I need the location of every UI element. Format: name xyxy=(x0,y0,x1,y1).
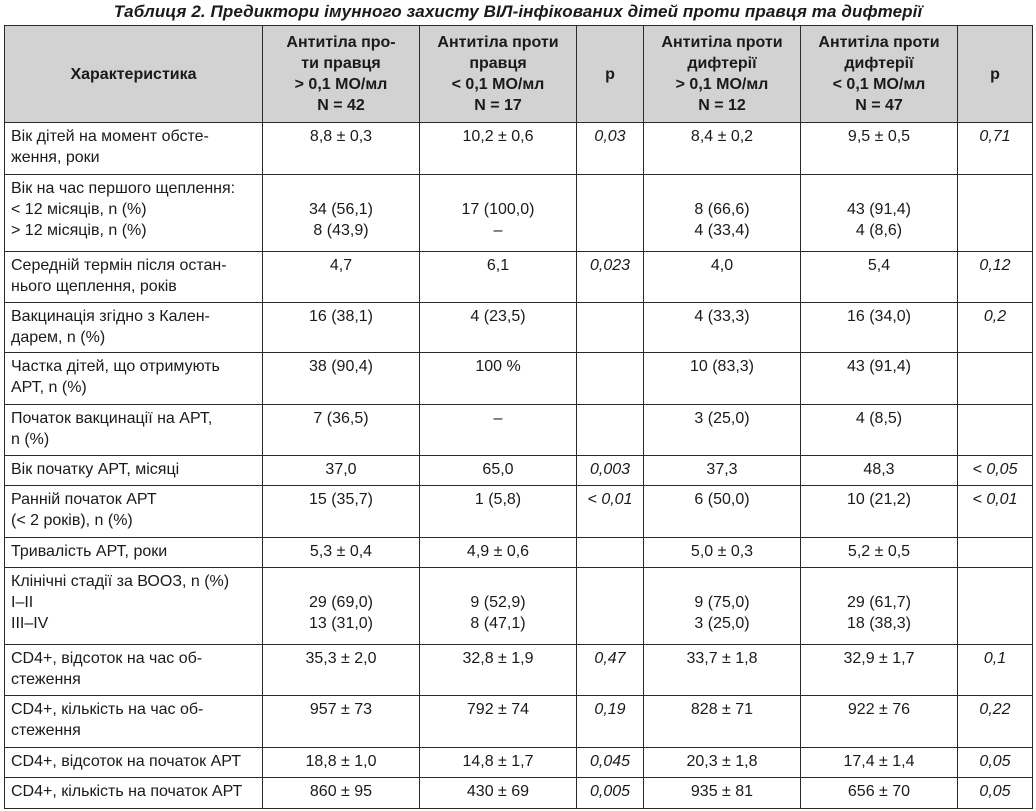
header-line: > 0,1 МО/мл xyxy=(294,76,388,93)
cell-p-diphtheria xyxy=(958,405,1033,456)
cell-p-diphtheria xyxy=(958,251,1033,302)
value-line: 29 (61,7) xyxy=(846,594,912,612)
value-line: 4 (8,6) xyxy=(855,221,903,239)
table-row xyxy=(5,778,1033,809)
cell-tetanus-high xyxy=(263,405,420,456)
value-line xyxy=(583,541,637,562)
characteristic-cell xyxy=(5,538,263,568)
cell-tetanus-high xyxy=(263,302,420,353)
header-line: N = 42 xyxy=(317,97,365,114)
table-row xyxy=(5,748,1033,778)
value-line: 0,005 xyxy=(589,783,631,801)
value-line: 10 (21,2) xyxy=(846,491,912,509)
cell-diphtheria-high xyxy=(644,748,801,778)
value-line: < 0,01 xyxy=(972,491,1018,509)
table-row xyxy=(5,405,1033,456)
cell-diphtheria-high xyxy=(644,174,801,251)
value-line xyxy=(964,356,1026,377)
value-line: 1 (5,8) xyxy=(474,491,522,509)
cell-p-tetanus xyxy=(577,302,644,353)
header-line: дифтерії xyxy=(844,55,914,72)
cell-diphtheria-low xyxy=(801,568,958,644)
cell-tetanus-high xyxy=(263,353,420,405)
value-line: 0,2 xyxy=(983,307,1007,325)
value-line: 6 (50,0) xyxy=(694,491,750,509)
cell-p-diphtheria xyxy=(958,568,1033,644)
table-row xyxy=(5,455,1033,485)
table-row xyxy=(5,251,1033,302)
value-line: 5,0 ± 0,3 xyxy=(690,543,754,560)
header-line: р xyxy=(605,65,615,83)
value-line: < 0,05 xyxy=(972,460,1018,478)
value-line: 17 (100,0) xyxy=(461,200,535,218)
table-row xyxy=(5,538,1033,568)
value-line: 18,8 ± 1,0 xyxy=(305,753,377,771)
value-line: 35,3 ± 2,0 xyxy=(305,649,377,667)
value-line: 5,3 ± 0,4 xyxy=(309,543,373,560)
table-row xyxy=(5,123,1033,175)
cell-p-tetanus xyxy=(577,251,644,302)
value-line: 0,03 xyxy=(594,128,626,145)
value-line: 8,8 ± 0,3 xyxy=(309,128,373,145)
cell-diphtheria-low xyxy=(801,696,958,748)
value-line: 0,22 xyxy=(979,701,1011,719)
cell-p-tetanus xyxy=(577,455,644,485)
value-line: 34 (56,1) xyxy=(308,200,374,218)
cell-p-diphtheria xyxy=(958,302,1033,353)
cell-tetanus-low xyxy=(420,568,577,644)
value-line xyxy=(583,178,637,199)
value-line xyxy=(583,356,637,377)
characteristic-line: Вакцинація згідно з Кален- xyxy=(11,307,210,325)
characteristic-line: нього щеплення, років xyxy=(11,277,177,295)
characteristic-line: (< 2 років), n (%) xyxy=(11,512,133,530)
cell-tetanus-high xyxy=(263,568,420,644)
characteristic-cell xyxy=(5,405,263,456)
value-line xyxy=(964,571,1026,592)
cell-tetanus-high xyxy=(263,696,420,748)
value-line: 4 (33,4) xyxy=(694,221,750,239)
table-row xyxy=(5,174,1033,251)
header-line: Характеристика xyxy=(70,65,197,83)
cell-diphtheria-high xyxy=(644,486,801,538)
value-line: 37,0 xyxy=(325,460,357,478)
cell-tetanus-high xyxy=(263,251,420,302)
cell-p-tetanus xyxy=(577,748,644,778)
value-line: 13 (31,0) xyxy=(308,615,374,633)
header-line: N = 47 xyxy=(855,97,903,114)
cell-diphtheria-high xyxy=(644,455,801,485)
value-line: 4 (33,3) xyxy=(694,307,750,325)
value-line: 38 (90,4) xyxy=(308,358,374,376)
characteristic-line: I–II xyxy=(11,594,34,612)
cell-diphtheria-low xyxy=(801,123,958,175)
cell-tetanus-high xyxy=(263,538,420,568)
table-row xyxy=(5,568,1033,644)
value-line: 0,47 xyxy=(594,649,626,667)
value-line: 9 (75,0) xyxy=(694,594,750,612)
value-line: 16 (34,0) xyxy=(846,307,912,325)
cell-diphtheria-low xyxy=(801,538,958,568)
value-line: 0,05 xyxy=(979,753,1011,771)
cell-p-tetanus xyxy=(577,538,644,568)
cell-tetanus-low xyxy=(420,174,577,251)
header-p-diphtheria xyxy=(958,26,1033,123)
value-line: 4 (23,5) xyxy=(470,307,526,325)
cell-diphtheria-low xyxy=(801,405,958,456)
header-characteristic xyxy=(5,26,263,123)
table-row xyxy=(5,353,1033,405)
table-caption: Таблиця 2. Предиктори імунного захисту ВІЛ-інфікованих дітей проти правця та дифтерії xyxy=(113,2,923,21)
cell-p-diphtheria xyxy=(958,778,1033,809)
header-diphtheria-low xyxy=(801,26,958,123)
cell-tetanus-high xyxy=(263,174,420,251)
cell-p-diphtheria xyxy=(958,748,1033,778)
table-header xyxy=(5,26,1033,123)
header-line: дифтерії xyxy=(687,55,757,72)
value-line: 828 ± 71 xyxy=(690,701,754,719)
value-line xyxy=(269,571,413,592)
value-line xyxy=(583,571,637,592)
cell-tetanus-low xyxy=(420,251,577,302)
characteristic-cell xyxy=(5,251,263,302)
value-line: 9,5 ± 0,5 xyxy=(847,128,911,145)
cell-tetanus-low xyxy=(420,405,577,456)
value-line: 32,8 ± 1,9 xyxy=(462,649,534,667)
characteristic-line: Вік дітей на момент обсте- xyxy=(11,128,209,145)
cell-diphtheria-high xyxy=(644,353,801,405)
cell-p-tetanus xyxy=(577,778,644,809)
characteristic-line: Тривалість АРТ, роки xyxy=(11,543,168,560)
characteristic-cell xyxy=(5,568,263,644)
header-row xyxy=(5,26,1033,123)
value-line: 37,3 xyxy=(706,460,738,478)
value-line xyxy=(807,571,951,592)
value-line: 0,12 xyxy=(979,256,1011,274)
value-line: 8 (43,9) xyxy=(313,221,369,239)
cell-tetanus-low xyxy=(420,748,577,778)
value-line: 15 (35,7) xyxy=(308,491,374,509)
cell-tetanus-low xyxy=(420,778,577,809)
value-line: 860 ± 95 xyxy=(309,783,373,801)
table-row xyxy=(5,696,1033,748)
value-line: 33,7 ± 1,8 xyxy=(686,649,758,667)
characteristic-cell xyxy=(5,696,263,748)
characteristic-cell xyxy=(5,123,263,175)
cell-p-tetanus xyxy=(577,568,644,644)
cell-p-tetanus xyxy=(577,644,644,696)
characteristic-line: n (%) xyxy=(11,431,50,449)
cell-diphtheria-high xyxy=(644,696,801,748)
value-line: 4,7 xyxy=(329,256,353,274)
header-line: < 0,1 МО/мл xyxy=(832,76,926,93)
value-line xyxy=(269,178,413,199)
cell-diphtheria-high xyxy=(644,538,801,568)
cell-tetanus-high xyxy=(263,486,420,538)
value-line: 29 (69,0) xyxy=(308,594,374,612)
characteristic-line: Початок вакцинації на АРТ, xyxy=(11,410,213,428)
cell-p-tetanus xyxy=(577,353,644,405)
header-line: Антитіла проти xyxy=(661,34,783,51)
cell-tetanus-low xyxy=(420,486,577,538)
cell-tetanus-high xyxy=(263,748,420,778)
value-line xyxy=(807,178,951,199)
value-line: 32,9 ± 1,7 xyxy=(843,649,915,667)
cell-tetanus-low xyxy=(420,538,577,568)
value-line: 4,0 xyxy=(710,256,734,274)
value-line: 4 (8,5) xyxy=(855,410,903,428)
value-line: 48,3 xyxy=(863,460,895,478)
value-line: 7 (36,5) xyxy=(313,410,369,428)
characteristic-line: Вік на час першого щеплення: xyxy=(11,179,236,197)
value-line: 656 ± 70 xyxy=(847,783,911,801)
table-row xyxy=(5,486,1033,538)
value-line: 935 ± 81 xyxy=(690,783,754,801)
characteristic-line: CD4+, кількість на початок АРТ xyxy=(11,783,243,801)
cell-diphtheria-low xyxy=(801,748,958,778)
header-line: > 0,1 МО/мл xyxy=(675,76,769,93)
cell-p-tetanus xyxy=(577,405,644,456)
cell-diphtheria-high xyxy=(644,123,801,175)
value-line: 17,4 ± 1,4 xyxy=(843,753,915,771)
characteristic-line: < 12 місяців, n (%) xyxy=(11,200,147,218)
characteristic-cell xyxy=(5,486,263,538)
cell-tetanus-low xyxy=(420,455,577,485)
header-line: Антитіла про- xyxy=(286,34,396,51)
value-line: 10,2 ± 0,6 xyxy=(462,128,534,145)
value-line: 0,045 xyxy=(589,753,631,771)
value-line xyxy=(583,306,637,327)
value-line: – xyxy=(493,410,503,428)
cell-tetanus-high xyxy=(263,644,420,696)
value-line: 8,4 ± 0,2 xyxy=(690,128,754,145)
cell-tetanus-low xyxy=(420,302,577,353)
header-line: Антитіла проти xyxy=(437,34,559,51)
value-line: 100 % xyxy=(475,358,521,376)
cell-p-diphtheria xyxy=(958,644,1033,696)
value-line: 0,1 xyxy=(983,649,1007,667)
cell-p-diphtheria xyxy=(958,696,1033,748)
characteristic-line: АРТ, n (%) xyxy=(11,379,87,397)
value-line: 4,9 ± 0,6 xyxy=(466,543,530,560)
value-line: 6,1 xyxy=(486,256,510,274)
header-diphtheria-high xyxy=(644,26,801,123)
characteristic-cell xyxy=(5,748,263,778)
header-line: р xyxy=(990,65,1000,83)
value-line xyxy=(583,408,637,429)
value-line: – xyxy=(493,221,503,239)
table-row xyxy=(5,302,1033,353)
cell-diphtheria-low xyxy=(801,486,958,538)
characteristic-cell xyxy=(5,302,263,353)
value-line: 922 ± 76 xyxy=(847,701,911,719)
header-line: < 0,1 МО/мл xyxy=(451,76,545,93)
cell-diphtheria-high xyxy=(644,778,801,809)
cell-diphtheria-high xyxy=(644,644,801,696)
value-line: 8 (66,6) xyxy=(694,200,750,218)
characteristic-cell xyxy=(5,353,263,405)
cell-tetanus-high xyxy=(263,455,420,485)
characteristic-line: Середній термін після остан- xyxy=(11,256,227,274)
value-line: 3 (25,0) xyxy=(694,615,750,633)
header-line: N = 12 xyxy=(698,97,746,114)
characteristic-line: III–IV xyxy=(11,615,49,633)
cell-p-tetanus xyxy=(577,174,644,251)
value-line xyxy=(426,571,570,592)
cell-p-diphtheria xyxy=(958,174,1033,251)
cell-p-diphtheria xyxy=(958,353,1033,405)
cell-tetanus-low xyxy=(420,644,577,696)
header-tetanus-low xyxy=(420,26,577,123)
cell-tetanus-high xyxy=(263,778,420,809)
value-line: 10 (83,3) xyxy=(689,358,755,376)
value-line: 16 (38,1) xyxy=(308,307,374,325)
characteristic-line: Ранній початок АРТ xyxy=(11,491,157,509)
cell-diphtheria-low xyxy=(801,778,958,809)
cell-p-tetanus xyxy=(577,696,644,748)
table-row xyxy=(5,644,1033,696)
data-table xyxy=(4,25,1033,809)
characteristic-line: Вік початку АРТ, місяці xyxy=(11,460,180,478)
cell-tetanus-low xyxy=(420,123,577,175)
cell-diphtheria-low xyxy=(801,302,958,353)
cell-diphtheria-high xyxy=(644,251,801,302)
characteristic-line: стеження xyxy=(11,670,81,688)
characteristic-line: ження, роки xyxy=(11,149,100,166)
cell-diphtheria-low xyxy=(801,353,958,405)
value-line xyxy=(650,571,794,592)
cell-p-tetanus xyxy=(577,123,644,175)
value-line xyxy=(964,408,1026,429)
value-line xyxy=(964,178,1026,199)
characteristic-line: > 12 місяців, n (%) xyxy=(11,221,147,239)
value-line: 43 (91,4) xyxy=(846,200,912,218)
characteristic-cell xyxy=(5,778,263,809)
cell-diphtheria-low xyxy=(801,251,958,302)
header-tetanus-high xyxy=(263,26,420,123)
cell-p-tetanus xyxy=(577,486,644,538)
value-line xyxy=(650,178,794,199)
characteristic-line: стеження xyxy=(11,722,81,740)
characteristic-line: CD4+, кількість на час об- xyxy=(11,701,204,719)
value-line: 430 ± 69 xyxy=(466,783,530,801)
value-line xyxy=(426,178,570,199)
cell-p-diphtheria xyxy=(958,123,1033,175)
value-line: 792 ± 74 xyxy=(466,701,530,719)
cell-tetanus-low xyxy=(420,696,577,748)
value-line: 5,2 ± 0,5 xyxy=(847,543,911,560)
value-line: 8 (47,1) xyxy=(470,615,526,633)
characteristic-line: Клінічні стадії за ВООЗ, n (%) xyxy=(11,573,230,591)
header-p-tetanus xyxy=(577,26,644,123)
characteristic-line: дарем, n (%) xyxy=(11,328,106,346)
characteristic-cell xyxy=(5,174,263,251)
value-line: < 0,01 xyxy=(587,491,633,509)
cell-diphtheria-high xyxy=(644,405,801,456)
value-line: 9 (52,9) xyxy=(470,594,526,612)
cell-diphtheria-low xyxy=(801,644,958,696)
value-line: 0,003 xyxy=(589,460,631,478)
characteristic-line: CD4+, відсоток на час об- xyxy=(11,649,203,667)
cell-diphtheria-high xyxy=(644,302,801,353)
characteristic-line: Частка дітей, що отримують xyxy=(11,358,220,376)
value-line: 0,05 xyxy=(979,783,1011,801)
value-line: 5,4 xyxy=(867,256,891,274)
cell-p-diphtheria xyxy=(958,455,1033,485)
cell-diphtheria-low xyxy=(801,174,958,251)
cell-tetanus-high xyxy=(263,123,420,175)
header-line: Антитіла проти xyxy=(818,34,940,51)
value-line: 14,8 ± 1,7 xyxy=(462,753,534,771)
value-line: 20,3 ± 1,8 xyxy=(686,753,758,771)
characteristic-cell xyxy=(5,644,263,696)
header-line: ти правця xyxy=(301,55,381,72)
value-line: 65,0 xyxy=(482,460,514,478)
table-body xyxy=(5,123,1033,809)
value-line: 18 (38,3) xyxy=(846,615,912,633)
cell-diphtheria-low xyxy=(801,455,958,485)
header-line: N = 17 xyxy=(474,97,522,114)
value-line: 957 ± 73 xyxy=(309,701,373,719)
header-line: правця xyxy=(469,55,527,72)
value-line: 0,023 xyxy=(589,256,631,274)
characteristic-cell xyxy=(5,455,263,485)
cell-p-diphtheria xyxy=(958,538,1033,568)
cell-tetanus-low xyxy=(420,353,577,405)
value-line: 0,71 xyxy=(979,128,1011,145)
value-line xyxy=(964,541,1026,562)
value-line: 0,19 xyxy=(594,701,626,719)
cell-p-diphtheria xyxy=(958,486,1033,538)
cell-diphtheria-high xyxy=(644,568,801,644)
value-line: 3 (25,0) xyxy=(694,410,750,428)
value-line: 43 (91,4) xyxy=(846,358,912,376)
characteristic-line: CD4+, відсоток на початок АРТ xyxy=(11,753,242,771)
